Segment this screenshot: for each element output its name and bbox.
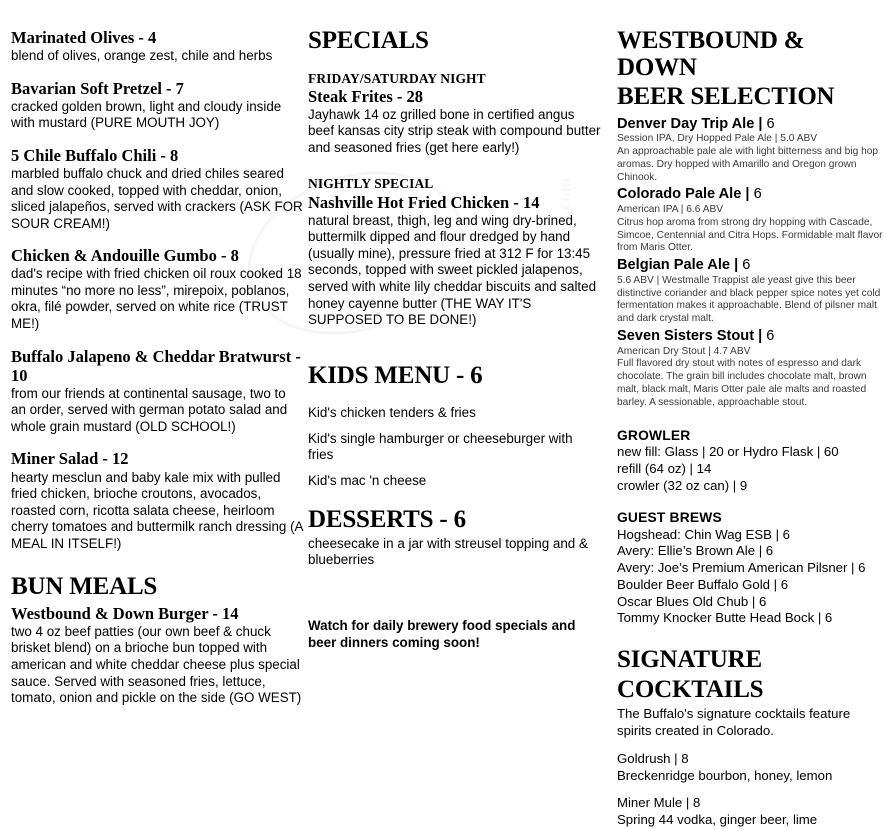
kids-menu-item — [308, 431, 601, 464]
menu-item-name: Westbound & Down Burger - 14 — [11, 603, 239, 623]
beer-name-row — [617, 257, 885, 275]
menu-item-description: cracked golden brown, light and cloudy inside with mustard (PURE MOUTH JOY) — [11, 98, 282, 131]
guest-brew-line: Tommy Knocker Butte Head Bock | 6 — [617, 610, 833, 626]
column-middle — [308, 28, 601, 651]
guest-brew-line: Oscar Blues Old Chub | 6 — [617, 593, 767, 609]
guest-brew-line: Boulder Beer Buffalo Gold | 6 — [617, 576, 789, 592]
beer-separator: | — [754, 115, 767, 132]
beer-description: An approachable pale ale with light bitterness and big hop aromas. Dry hopped with Amarillo and Oregon grown Chinook. — [617, 145, 879, 183]
menu-item — [11, 347, 303, 436]
menu-item-description: hearty mesclun and baby kale mix with pulled fried chicken, brioche croutons, avocados, roasted corn, ricotta salata cheese, heirloom cherry tomatoes and buttermilk ranch dressing (A MEAL IN ITSELF!) — [11, 469, 303, 551]
beer-name: Belgian Pale Ale — [617, 257, 731, 274]
brewery-notice: Watch for daily brewery food specials and beer dinners coming soon! — [308, 617, 576, 651]
beer-name-row — [617, 116, 885, 134]
special-name: Nashville Hot Fried Chicken - 14 — [308, 192, 540, 212]
beer-entry — [617, 186, 885, 255]
section-heading-beer-selection-line2: BEER SELECTION — [617, 83, 835, 110]
beer-entry — [617, 116, 885, 185]
beer-description: 5.6 ABV | Westmalle Trappist ale yeast give this beer distinctive coriander and black pepper spice notes yet cold fermentation makes it approachable. Blend of pilsner malt and dark crystal malt. — [617, 274, 881, 325]
beer-name-row — [617, 186, 885, 204]
column-right — [617, 28, 885, 829]
column-left — [11, 28, 303, 721]
guest-brew-line: Avery: Joe’s Premium American Pilsner | 6 — [617, 560, 866, 576]
beer-name: Colorado Pale Ale — [617, 186, 742, 203]
menu-item-description: two 4 oz beef patties (our own beef & chuck brisket blend) on a brioche bun topped with american and white cheddar cheese plus special sauce. Served with seasoned fries, lettuce, tomato, onion and pickle on the side (GO WEST) — [11, 623, 302, 706]
cocktail-item — [617, 751, 885, 785]
menu-item — [11, 449, 303, 552]
kids-menu-item — [308, 405, 601, 422]
kids-menu-item-label: Kid's chicken tenders & fries — [308, 405, 476, 421]
desserts-description: cheesecake in a jar with streusel topping and & blueberries — [308, 535, 588, 568]
growler-line: new fill: Glass | 20 or Hydro Flask | 60 — [617, 444, 839, 460]
kids-menu-item-label: Kid's mac 'n cheese — [308, 472, 427, 488]
special-name: Steak Frites - 28 — [308, 86, 424, 106]
beer-entry — [617, 328, 885, 410]
beer-price: 6 — [766, 328, 775, 345]
menu-item — [11, 28, 303, 65]
beer-price: 6 — [742, 257, 751, 274]
menu-item-name: 5 Chile Buffalo Chili - 8 — [11, 145, 179, 165]
beer-separator: | — [730, 257, 743, 274]
beer-entry — [617, 257, 885, 326]
menu-item — [11, 246, 303, 332]
menu-item-description: dad's recipe with fried chicken oil roux cooked 18 minutes “no more no less”, mirepoix, poblanos, okra, filé powder, served on white rice (TRUST ME!) — [11, 266, 302, 331]
section-heading-growler: GROWLER — [617, 427, 691, 443]
beer-price: 6 — [766, 115, 775, 132]
cocktail-item — [617, 795, 885, 829]
menu-item-description: from our friends at continental sausage, two to an order, served with german potato salad and whole grain mustard (OLD SCHOOL!) — [11, 385, 288, 434]
beer-description: Citrus hop aroma from strong dry hopping with Cascade, Simcoe, Centennial and Citra Hops. Formidable malt flavor from Maris Otter. — [617, 216, 883, 254]
guest-brew-line: Avery: Ellie’s Brown Ale | 6 — [617, 543, 774, 559]
beer-name: Denver Day Trip Ale — [617, 115, 755, 132]
guest-brew-line: Hogshead: Chin Wag ESB | 6 — [617, 526, 791, 542]
menu-item-name: Miner Salad - 12 — [11, 449, 129, 469]
beer-separator: | — [741, 186, 754, 203]
watermark-text: .com — [555, 177, 574, 215]
beer-price: 6 — [753, 186, 762, 203]
menu-item — [11, 79, 303, 132]
menu-item — [11, 604, 303, 707]
section-heading-desserts: DESSERTS - 6 — [308, 506, 466, 534]
menu-item-name: Bavarian Soft Pretzel - 7 — [11, 78, 184, 98]
cocktail-description: Breckenridge bourbon, honey, lemon — [617, 767, 833, 783]
menu-item-name: Buffalo Jalapeno & Cheddar Bratwurst - 10 — [11, 346, 301, 385]
menu-item-description: marbled buffalo chuck and dried chiles seared and slow cooked, topped with cheddar, onion, sliced jalapeños, served with crackers (ASK FOR SOUR CREAM!) — [11, 166, 303, 231]
growler-line: refill (64 oz) | 14 — [617, 460, 712, 476]
beer-name-row — [617, 328, 885, 346]
cocktail-description: Spring 44 vodka, ginger beer, lime — [617, 812, 818, 828]
section-heading-signature-cocktails-line1: SIGNATURE — [617, 646, 762, 674]
growler-line: crowler (32 oz can) | 9 — [617, 477, 748, 493]
cocktails-intro: The Buffalo's signature cocktails feature spirits created in Colorado. — [617, 706, 851, 738]
special-eyebrow: NIGHTLY SPECIAL — [308, 176, 434, 192]
beer-description: Full flavored dry stout with notes of espresso and dark chocolate. The grain bill includes chocolate malt, brown malt, black malt, Maris Otter pale ale malts and roasted barley. A sessionable, approachable stout. — [617, 358, 867, 408]
beer-style: American IPA | 6.6 ABV — [617, 203, 724, 215]
cocktail-name: Goldrush | 8 — [617, 750, 689, 766]
menu-item-name: Marinated Olives - 4 — [11, 28, 157, 47]
special-description: Jayhawk 14 oz grilled bone in certified angus beef kansas city strip steak with compound butter and seasoned fries (get here early!) — [308, 106, 601, 155]
section-heading-guest-brews: GUEST BREWS — [617, 510, 722, 526]
kids-menu-item — [308, 473, 601, 490]
section-heading-kids-menu: KIDS MENU - 6 — [308, 361, 483, 389]
menu-item-description: blend of olives, orange zest, chile and herbs — [11, 48, 273, 64]
beer-name: Seven Sisters Stout — [617, 328, 755, 345]
special-item — [308, 71, 601, 157]
menu-item-name: Chicken & Andouille Gumbo - 8 — [11, 246, 239, 266]
section-heading-beer-selection-line1: WESTBOUND & DOWN — [617, 27, 805, 81]
beer-style: Session IPA, Dry Hopped Pale Ale | 5.0 ABV — [617, 133, 818, 144]
special-item — [308, 176, 601, 328]
menu-item — [11, 146, 303, 232]
beer-style: American Dry Stout | 4.7 ABV — [617, 345, 751, 357]
kids-menu-item-label: Kid's single hamburger or cheeseburger with fries — [308, 430, 573, 463]
section-heading-specials: SPECIALS — [308, 27, 429, 54]
beer-separator: | — [754, 328, 767, 345]
special-eyebrow: FRIDAY/SATURDAY NIGHT — [308, 70, 486, 86]
cocktail-name: Miner Mule | 8 — [617, 795, 701, 811]
special-description: natural breast, thigh, leg and wing dry-brined, buttermilk dipped and flour dredged by hand (usually mine), pressure fried at 312 F for 13:45 seconds, topped with sweet pickled jalapenos, served with white lily cheddar biscuits and salted honey cayenne butter (THE WAY IT'S SUPPOSED TO BE DONE!) — [308, 212, 597, 328]
section-heading-signature-cocktails-line2: COCKTAILS — [617, 675, 764, 703]
section-heading-bun-meals: BUN MEALS — [11, 573, 158, 601]
